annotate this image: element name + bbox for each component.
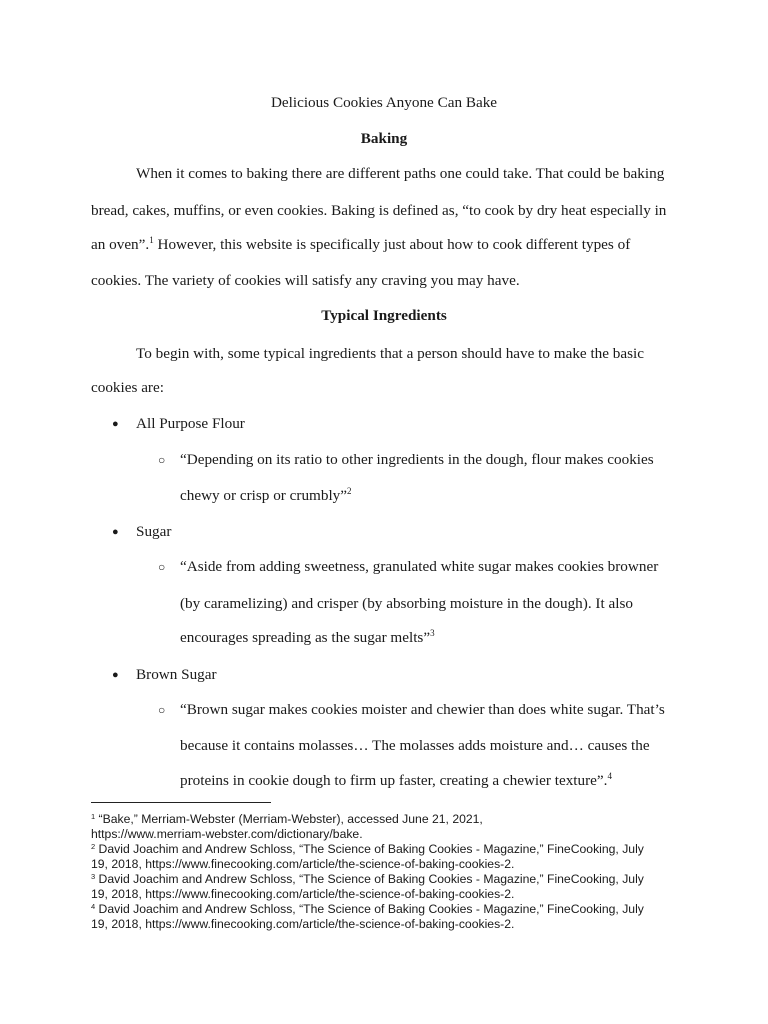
quote-text: encourages spreading as the sugar melts”	[180, 629, 431, 646]
ingredient-name: Brown Sugar	[136, 666, 217, 683]
footnote-line	[91, 902, 644, 917]
paragraph-line	[91, 236, 630, 254]
footnote-line	[91, 812, 483, 827]
footnote-text: David Joachim and Andrew Schloss, “The Science of Baking Cookies - Magazine,” FineCooking, July	[95, 842, 644, 856]
footnote-line[interactable]: 19, 2018, https://www.finecooking.com/article/the-science-of-baking-cookies-2.	[91, 887, 515, 901]
sub-bullet-icon: ○	[158, 453, 166, 467]
footnote-line	[91, 842, 644, 857]
quote-line: (by caramelizing) and crisper (by absorbing moisture in the dough). It also	[180, 595, 633, 612]
quote-line	[180, 487, 352, 505]
footnote-line[interactable]: https://www.merriam-webster.com/dictionary/bake.	[91, 827, 363, 841]
footnote-line	[91, 872, 644, 887]
paragraph-line: To begin with, some typical ingredients that a person should have to make the basic	[136, 345, 645, 362]
quote-line	[180, 772, 612, 790]
quote-text: chewy or crisp or crumbly”	[180, 487, 348, 504]
ingredient-name: All Purpose Flour	[136, 415, 245, 432]
footnote-line[interactable]: 19, 2018, https://www.finecooking.com/article/the-science-of-baking-cookies-2.	[91, 857, 515, 871]
footnote-number: 1	[91, 812, 96, 821]
paragraph-line: When it comes to baking there are different paths one could take. That could be baking	[136, 165, 665, 182]
paragraph-line: cookies. The variety of cookies will satisfy any craving you may have.	[91, 272, 520, 289]
bullet-icon: ●	[112, 669, 119, 681]
footnote-number: 4	[91, 902, 96, 911]
document-title: Delicious Cookies Anyone Can Bake	[270, 94, 498, 111]
ingredient-name: Sugar	[136, 523, 172, 540]
quote-line: “Depending on its ratio to other ingredients in the dough, flour makes cookies	[180, 451, 654, 468]
quote-line	[180, 629, 435, 647]
quote-line: because it contains molasses… The molasses adds moisture and… causes the	[180, 737, 650, 754]
paragraph-line: cookies are:	[91, 379, 164, 396]
paragraph-line: bread, cakes, muffins, or even cookies. Baking is defined as, “to cook by dry heat especially in	[91, 202, 667, 219]
footnote-ref[interactable]: 2	[347, 486, 352, 496]
paragraph-text: However, this website is specifically just about how to cook different types of	[153, 236, 631, 253]
bullet-icon: ●	[112, 526, 119, 538]
quote-line: “Aside from adding sweetness, granulated white sugar makes cookies browner	[180, 558, 659, 575]
section-heading-typical-ingredients: Typical Ingredients	[321, 307, 447, 324]
footnote-ref[interactable]: 4	[607, 771, 612, 781]
section-heading-baking: Baking	[360, 130, 408, 147]
footnote-ref[interactable]: 3	[430, 628, 435, 638]
sub-bullet-icon: ○	[158, 560, 166, 574]
bullet-icon: ●	[112, 418, 119, 430]
footnote-text: David Joachim and Andrew Schloss, “The Science of Baking Cookies - Magazine,” FineCooking, July	[95, 902, 644, 916]
footnote-number: 2	[91, 842, 96, 851]
sub-bullet-icon: ○	[158, 703, 166, 717]
footnote-ref[interactable]: 1	[149, 235, 154, 245]
quote-line: “Brown sugar makes cookies moister and chewier than does white sugar. That’s	[180, 701, 665, 718]
footnote-number: 3	[91, 872, 96, 881]
paragraph-text: an oven”.	[91, 236, 150, 253]
footnote-text: “Bake,” Merriam-Webster (Merriam-Webster), accessed June 21, 2021,	[95, 812, 483, 826]
footnote-separator	[91, 802, 271, 803]
quote-text: proteins in cookie dough to firm up faster, creating a chewier texture”.	[180, 772, 608, 789]
footnote-line[interactable]: 19, 2018, https://www.finecooking.com/article/the-science-of-baking-cookies-2.	[91, 917, 515, 931]
footnote-text: David Joachim and Andrew Schloss, “The Science of Baking Cookies - Magazine,” FineCooking, July	[95, 872, 644, 886]
